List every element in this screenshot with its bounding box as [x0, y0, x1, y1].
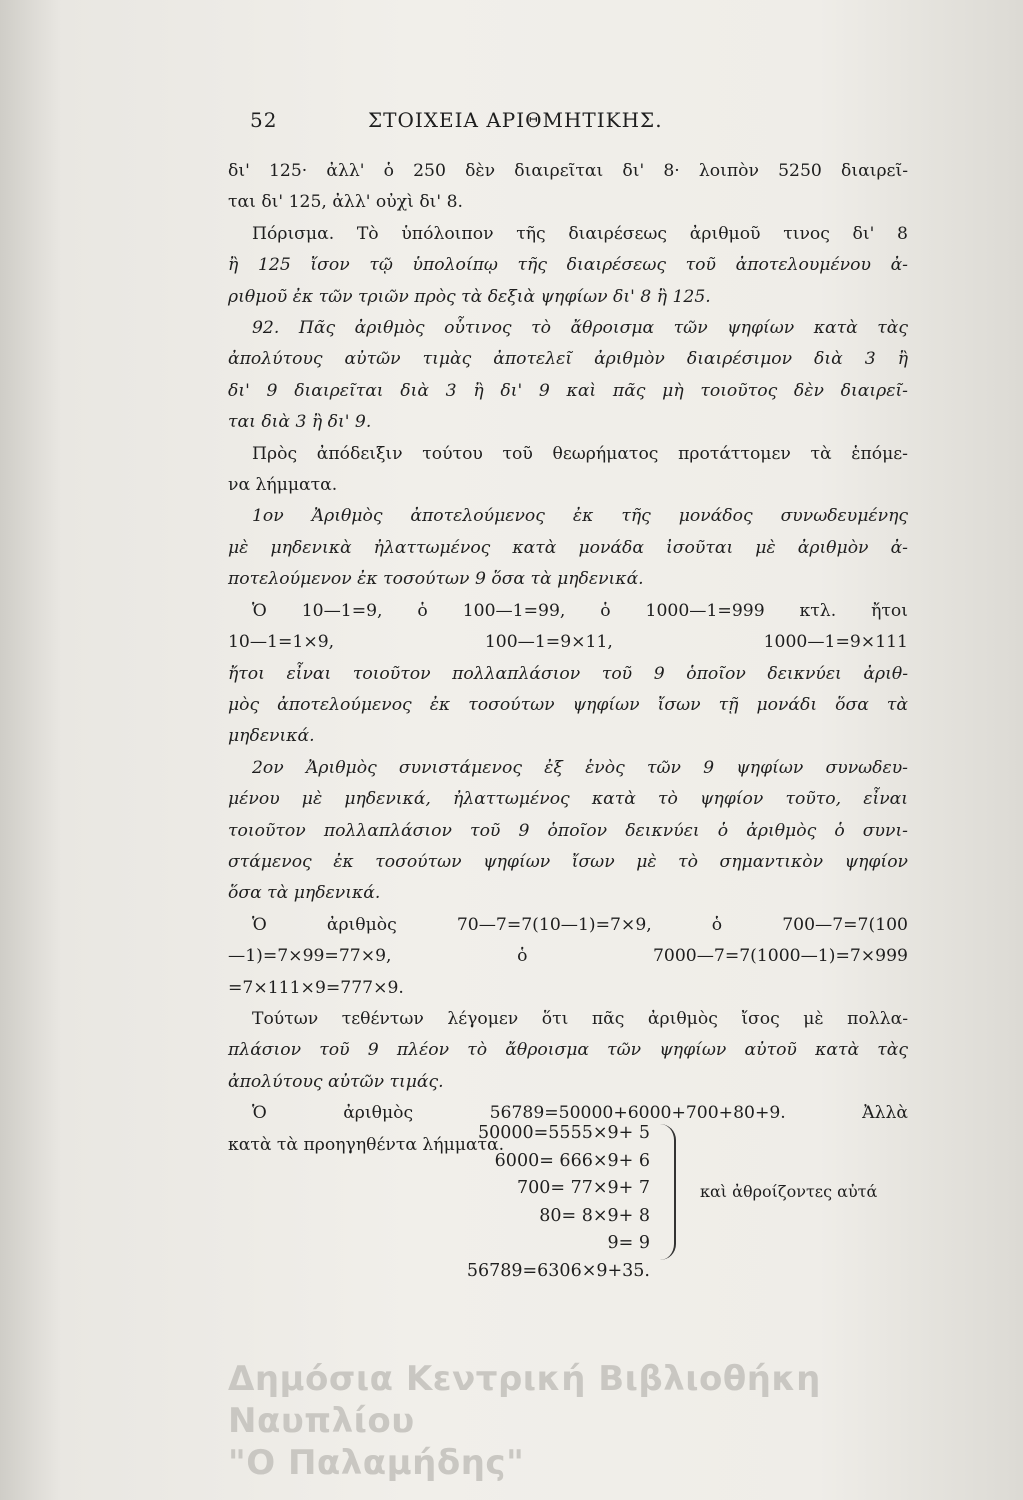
text-line: 1ον Ἀριθμὸς ἀποτελούμενος ἐκ τῆς μονάδος συνωδευμένης [252, 506, 908, 527]
equation-line: 50000=5555×9+ 5 [477, 1123, 650, 1143]
text-line: να λήμματα. [228, 475, 338, 496]
text-line: 10—1=1×9, 100—1=9×11, 1000—1=9×111 [228, 632, 908, 653]
library-watermark [228, 1358, 998, 1484]
paragraph [228, 313, 908, 439]
page-body [228, 156, 908, 1161]
text-line: μένου μὲ μηδενικά, ἠλαττωμένος κατὰ τὸ ψηφίον τοῦτο, εἶναι [228, 789, 908, 810]
text-line: δι' 9 διαιρεῖται διὰ 3 ἢ δι' 9 καὶ πᾶς μὴ τοιοῦτος δὲν διαιρεῖ- [228, 380, 908, 401]
running-title: ΣΤΟΙΧΕΙΑ ΑΡΙΘΜΗΤΙΚΗΣ. [368, 108, 663, 132]
text-line: τοιοῦτον πολλαπλάσιον τοῦ 9 ὁποῖον δεικνύει ὁ ἀριθμὸς ὁ συνι- [228, 820, 908, 841]
text-line: ριθμοῦ ἐκ τῶν τριῶν πρὸς τὰ δεξιὰ ψηφίων δι' 8 ἢ 125. [228, 286, 711, 307]
paragraph [228, 156, 908, 219]
text-line: 2ον Ἀριθμὸς συνιστάμενος ἐξ ἑνὸς τῶν 9 ψηφίων συνωδευ- [252, 757, 908, 778]
text-line: Πρὸς ἀπόδειξιν τούτου τοῦ θεωρήματος προτάττομεν τὰ ἑπόμε- [252, 443, 908, 464]
equation-line: 700= 77×9+ 7 [516, 1178, 650, 1198]
text-line: 92. Πᾶς ἀριθμὸς οὗτινος τὸ ἄθροισμα τῶν ψηφίων κατὰ τὰς [252, 318, 908, 339]
watermark-line: "Ο Παλαμήδης" [228, 1443, 525, 1483]
text-line: =7×111×9=777×9. [228, 977, 404, 998]
text-line: ποτελούμενον ἐκ τοσούτων 9 ὅσα τὰ μηδενικά. [228, 569, 644, 590]
text-line: μὸς ἀποτελούμενος ἐκ τοσούτων ψηφίων ἴσων τῇ μονάδι ὅσα τὰ [228, 694, 908, 715]
text-line: —1)=7×99=77×9, ὁ 7000—7=7(1000—1)=7×999 [228, 946, 908, 967]
text-line: ται διὰ 3 ἢ δι' 9. [228, 412, 372, 433]
paragraph [228, 501, 908, 595]
watermark-line: Δημόσια Κεντρική Βιβλιοθήκη Ναυπλίου [228, 1359, 821, 1441]
text-line: δι' 125· ἀλλ' ὁ 250 δὲν διαιρεῖται δι' 8· λοιπὸν 5250 διαιρεῖ- [228, 161, 908, 181]
equation-line: 6000= 666×9+ 6 [494, 1150, 650, 1171]
text-line: ται δι' 125, ἀλλ' οὐχὶ δι' 8. [228, 192, 463, 213]
paragraph [228, 596, 908, 753]
text-line: μὲ μηδενικὰ ἠλαττωμένος κατὰ μονάδα ἰσοῦται μὲ ἀριθμὸν ἀ- [228, 537, 908, 558]
text-line: κατὰ τὰ προηγηθέντα λήμματα. [228, 1134, 505, 1155]
text-line: Ὁ ἀριθμὸς 70—7=7(10—1)=7×9, ὁ 700—7=7(100 [252, 914, 908, 935]
text-line: ἀπολύτους αὐτῶν τιμάς. [228, 1071, 444, 1092]
equation-line: 9= 9 [607, 1233, 650, 1253]
paragraph [228, 753, 908, 910]
paragraph [228, 439, 908, 502]
text-line: Τούτων τεθέντων λέγομεν ὅτι πᾶς ἀριθμὸς ἴσος μὲ πολλα- [252, 1008, 908, 1029]
text-line: Ὁ 10—1=9, ὁ 100—1=99, ὁ 1000—1=999 κτλ. ἤτοι [252, 600, 908, 621]
brace-note: καὶ ἀθροίζοντες αὐτά [700, 1182, 878, 1201]
equation-line: 56789=6306×9+35. [466, 1260, 650, 1281]
paragraph [228, 910, 908, 1004]
text-line: ἀπολύτους αὐτῶν τιμὰς ἀποτελεῖ ἀριθμὸν διαιρέσιμον διὰ 3 ἢ [228, 349, 908, 370]
equation-line: 80= 8×9+ 8 [539, 1205, 650, 1226]
text-line: Πόρισμα. Τὸ ὑπόλοιπον τῆς διαιρέσεως ἀριθμοῦ τινος δι' 8 [252, 223, 908, 244]
text-line: ὅσα τὰ μηδενικά. [228, 883, 381, 904]
text-line: στάμενος ἐκ τοσούτων ψηφίων ἴσων μὲ τὸ σημαντικὸν ψηφίον [228, 851, 908, 872]
page-number: 52 [250, 108, 278, 132]
paragraph [228, 1004, 908, 1098]
text-line: ἤτοι εἶναι τοιοῦτον πολλαπλάσιον τοῦ 9 ὁποῖον δεικνύει ἀριθ- [228, 663, 908, 684]
text-line: Ὁ ἀριθμὸς 56789=50000+6000+700+80+9. Ἀλλὰ [252, 1103, 908, 1124]
paragraph [228, 219, 908, 313]
text-line: πλάσιον τοῦ 9 πλέον τὸ ἄθροισμα τῶν ψηφίων αὐτοῦ κατὰ τὰς [228, 1040, 908, 1061]
text-line: μηδενικά. [228, 726, 315, 747]
text-line: ἢ 125 ἴσον τῷ ὑπολοίπῳ τῆς διαιρέσεως τοῦ ἀποτελουμένου ἀ- [228, 255, 908, 276]
right-brace [652, 1124, 676, 1260]
